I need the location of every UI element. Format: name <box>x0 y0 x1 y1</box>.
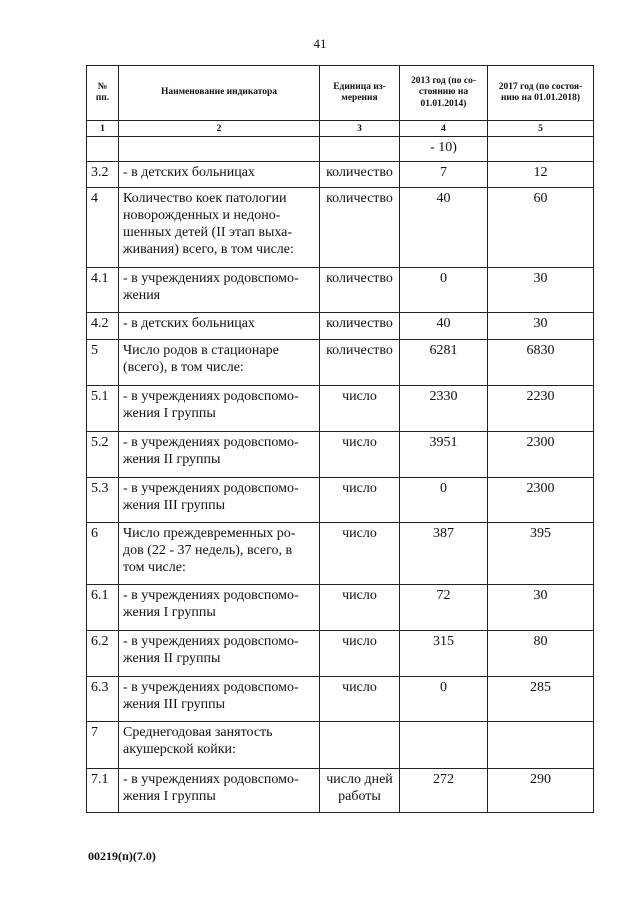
value-2017: 2300 <box>488 432 594 478</box>
unit-cell <box>320 722 400 769</box>
row-number: 6.1 <box>87 585 119 631</box>
unit-cell: число <box>320 631 400 677</box>
value-2013: 40 <box>400 188 488 268</box>
value-2013: 6281 <box>400 340 488 386</box>
unit-cell: количество <box>320 313 400 340</box>
value-2013: 272 <box>400 769 488 813</box>
indicator-name: Количество коек патологии новорожденных и недоно-шенных детей (II этап выха-живания) всего, в том числе: <box>119 188 320 268</box>
indicator-name: - в учреждениях родовспомо-жения II группы <box>119 631 320 677</box>
indicator-name: - в учреждениях родовспомо-жения <box>119 268 320 313</box>
unit-cell: число <box>320 386 400 432</box>
value-2017: 80 <box>488 631 594 677</box>
header-row <box>87 66 594 121</box>
value-2017: 2300 <box>488 478 594 523</box>
table-row <box>87 677 594 722</box>
header-2013: 2013 год (по со-стоянию на 01.01.2014) <box>400 66 488 121</box>
indicator-name: Число родов в стационаре (всего), в том числе: <box>119 340 320 386</box>
column-number: 3 <box>320 121 400 137</box>
value-2013: 2330 <box>400 386 488 432</box>
column-number: 4 <box>400 121 488 137</box>
table-row <box>87 313 594 340</box>
table-row <box>87 268 594 313</box>
table-row <box>87 188 594 268</box>
table-row <box>87 162 594 188</box>
unit-cell <box>320 137 400 162</box>
indicator-table <box>86 65 594 813</box>
unit-cell: количество <box>320 162 400 188</box>
row-number: 7.1 <box>87 769 119 813</box>
unit-cell: число <box>320 523 400 585</box>
column-number: 2 <box>119 121 320 137</box>
table-row <box>87 137 594 162</box>
row-number: 4 <box>87 188 119 268</box>
indicator-name: - в учреждениях родовспомо-жения I группы <box>119 386 320 432</box>
header-num: № пп. <box>87 66 119 121</box>
value-2017: 30 <box>488 313 594 340</box>
row-number: 4.2 <box>87 313 119 340</box>
unit-cell: число <box>320 677 400 722</box>
row-number: 5.1 <box>87 386 119 432</box>
value-2013: 72 <box>400 585 488 631</box>
row-number: 7 <box>87 722 119 769</box>
table-row <box>87 585 594 631</box>
row-number: 3.2 <box>87 162 119 188</box>
value-2017 <box>488 722 594 769</box>
value-2013: 315 <box>400 631 488 677</box>
indicator-name: Число преждевременных ро-дов (22 - 37 недель), всего, в том числе: <box>119 523 320 585</box>
unit-cell: количество <box>320 340 400 386</box>
row-number: 6.2 <box>87 631 119 677</box>
indicator-name: - в учреждениях родовспомо-жения I группы <box>119 585 320 631</box>
value-2017: 285 <box>488 677 594 722</box>
table-row <box>87 340 594 386</box>
indicator-name: - в учреждениях родовспомо-жения II группы <box>119 432 320 478</box>
row-number: 4.1 <box>87 268 119 313</box>
unit-cell: число <box>320 585 400 631</box>
table-row <box>87 631 594 677</box>
header-indicator-name: Наименование индикатора <box>119 66 320 121</box>
value-2013 <box>400 722 488 769</box>
value-2017: 30 <box>488 268 594 313</box>
indicator-name: - в учреждениях родовспомо-жения I группы <box>119 769 320 813</box>
value-2013: 0 <box>400 677 488 722</box>
value-2017: 395 <box>488 523 594 585</box>
indicator-name <box>119 137 320 162</box>
column-number-row <box>87 121 594 137</box>
value-2013: 0 <box>400 268 488 313</box>
value-2017: 30 <box>488 585 594 631</box>
row-number: 5.3 <box>87 478 119 523</box>
indicator-name: - в детских больницах <box>119 313 320 340</box>
indicator-name: - в учреждениях родовспомо-жения III группы <box>119 677 320 722</box>
row-number: 6.3 <box>87 677 119 722</box>
value-2017: 60 <box>488 188 594 268</box>
value-2013: 387 <box>400 523 488 585</box>
unit-cell: число дней работы <box>320 769 400 813</box>
header-2017: 2017 год (по состоя-нию на 01.01.2018) <box>488 66 594 121</box>
value-2013: 7 <box>400 162 488 188</box>
value-2017: 6830 <box>488 340 594 386</box>
row-number <box>87 137 119 162</box>
value-2017: 290 <box>488 769 594 813</box>
table-row <box>87 722 594 769</box>
header-unit: Единица из-мерения <box>320 66 400 121</box>
table-row <box>87 478 594 523</box>
table-row <box>87 386 594 432</box>
table-row <box>87 432 594 478</box>
unit-cell: количество <box>320 268 400 313</box>
column-number: 5 <box>488 121 594 137</box>
row-number: 5 <box>87 340 119 386</box>
unit-cell: число <box>320 478 400 523</box>
value-2013: 40 <box>400 313 488 340</box>
value-2017: 2230 <box>488 386 594 432</box>
indicator-name: - в детских больницах <box>119 162 320 188</box>
unit-cell: число <box>320 432 400 478</box>
value-2013: 0 <box>400 478 488 523</box>
document-code: 00219(п)(7.0) <box>88 849 156 863</box>
page-number: 41 <box>313 36 327 51</box>
value-2017: 12 <box>488 162 594 188</box>
row-number: 6 <box>87 523 119 585</box>
column-number: 1 <box>87 121 119 137</box>
table-row <box>87 523 594 585</box>
value-2013: 3951 <box>400 432 488 478</box>
row-number: 5.2 <box>87 432 119 478</box>
table-row <box>87 769 594 813</box>
unit-cell: количество <box>320 188 400 268</box>
value-2017 <box>488 137 594 162</box>
indicator-name: Среднегодовая занятость акушерской койки: <box>119 722 320 769</box>
value-2013: - 10) <box>400 137 488 162</box>
indicator-name: - в учреждениях родовспомо-жения III группы <box>119 478 320 523</box>
